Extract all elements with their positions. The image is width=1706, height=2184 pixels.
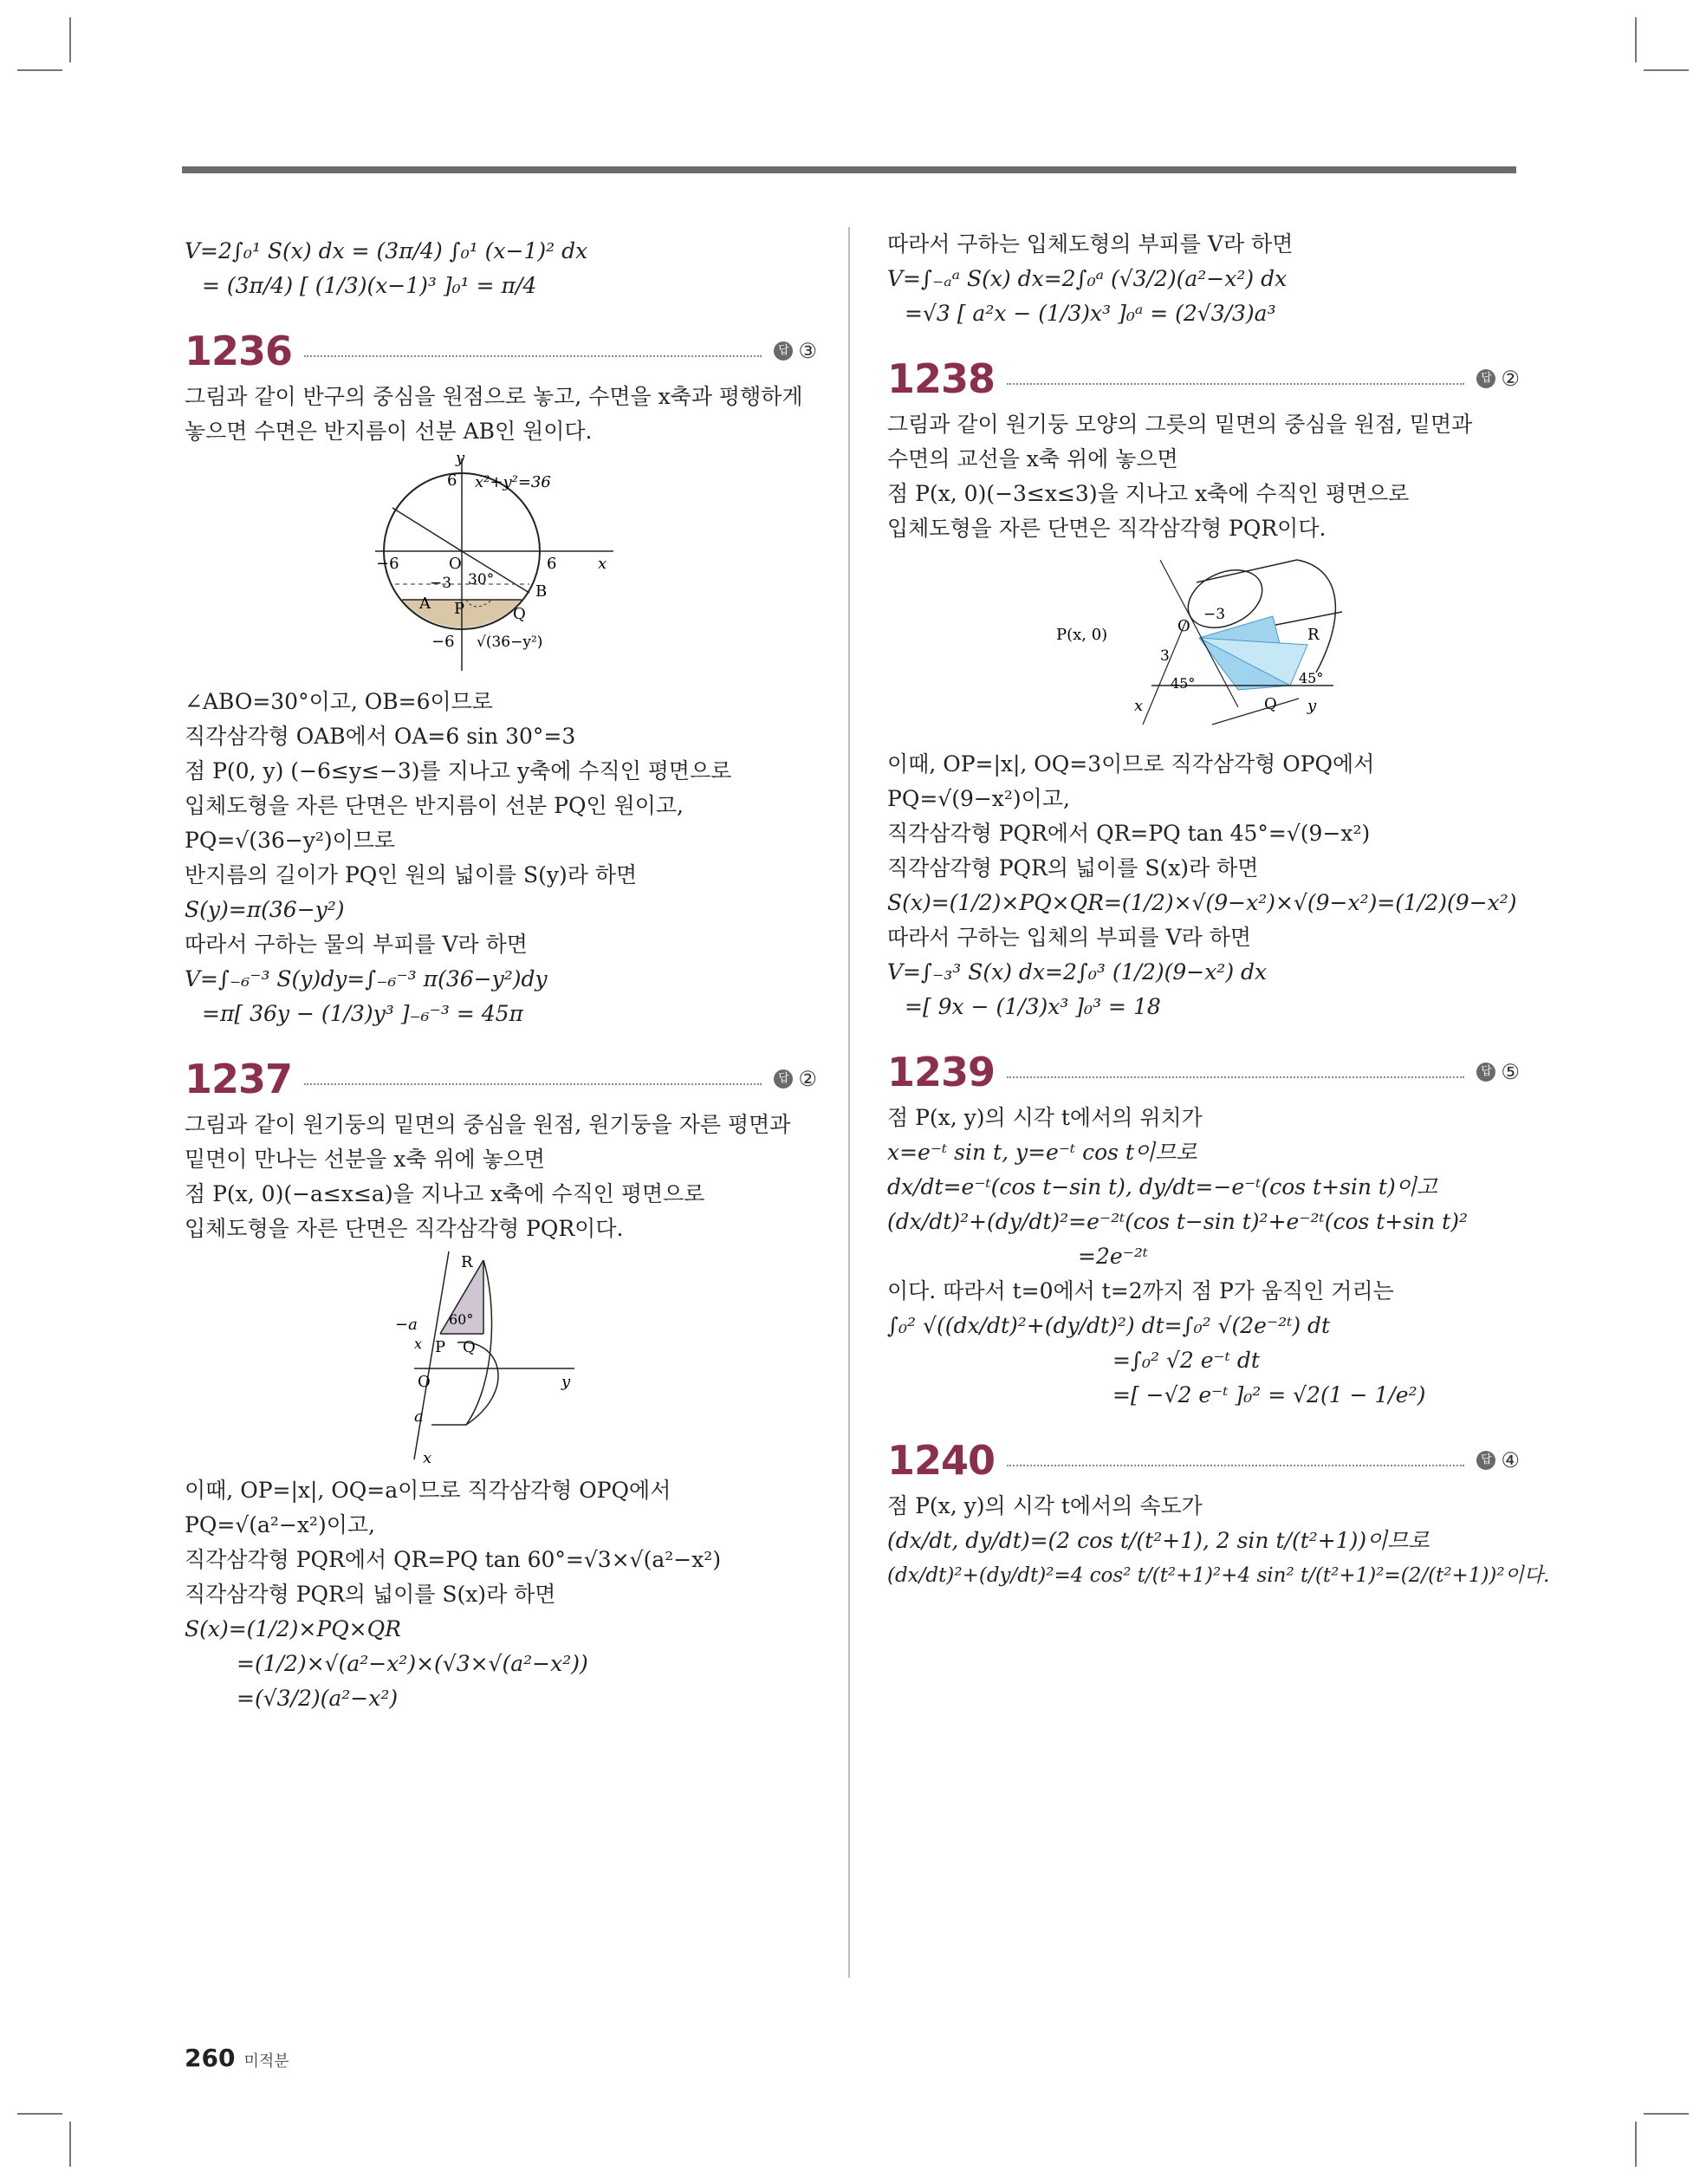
p1239-sol-5: =2e⁻²ᵗ bbox=[1078, 1244, 1149, 1269]
fig-label-six-top: 6 bbox=[447, 471, 457, 490]
fig-label-q: Q bbox=[463, 1338, 476, 1356]
answer-icon: 답 bbox=[1476, 1063, 1495, 1082]
p1236-sol-8: 따라서 구하는 물의 부피를 V라 하면 bbox=[185, 932, 528, 957]
p1240-sol-1: 점 P(x, y)의 시각 t에서의 속도가 bbox=[887, 1493, 1203, 1518]
crop-mark-br-v bbox=[1635, 2122, 1637, 2167]
p1236-text-1: 그림과 같이 반구의 중심을 원점으로 놓고, 수면을 x축과 평행하게 bbox=[185, 384, 803, 409]
p1240-sol-2: (dx/dt, dy/dt)=(2 cos t/(t²+1), 2 sin t/(t²+1))이므로 bbox=[887, 1528, 1430, 1553]
problem-1239-header bbox=[887, 1043, 1520, 1101]
p1237-text-2: 밑면이 만나는 선분을 x축 위에 놓으면 bbox=[185, 1147, 546, 1172]
p1236-sol-4: 입체도형을 자른 단면은 반지름이 선분 PQ인 원이고, bbox=[185, 793, 684, 818]
p1239-sol-4: (dx/dt)²+(dy/dt)²=e⁻²ᵗ(cos t−sin t)²+e⁻²ᵗ(cos t+sin t)² bbox=[887, 1209, 1468, 1234]
problem-number: 1236 bbox=[185, 328, 293, 374]
p1236-sol-10: =π[ 36y − (1/3)y³ ]₋₆⁻³ = 45π bbox=[202, 1001, 523, 1026]
right-intro-2: V=∫₋ₐᵃ S(x) dx=2∫₀ᵃ (√3/2)(a²−x²) dx bbox=[887, 266, 1288, 291]
crop-mark-tl-h bbox=[17, 69, 62, 71]
p1237-text-4: 입체도형을 자른 단면은 직각삼각형 PQR이다. bbox=[185, 1216, 624, 1241]
answer-value: ③ bbox=[798, 339, 817, 363]
fig-label-r: R bbox=[1307, 626, 1320, 644]
p1236-sol-1: ∠ABO=30°이고, OB=6이므로 bbox=[185, 689, 493, 714]
answer bbox=[1476, 1060, 1520, 1084]
p1236-sol-5: PQ=√(36−y²)이므로 bbox=[185, 828, 396, 853]
answer-icon: 답 bbox=[774, 1069, 793, 1089]
fig-label-neg-six-bottom: −6 bbox=[431, 633, 455, 651]
problem-1236-header bbox=[185, 322, 817, 380]
answer-value: ④ bbox=[1501, 1448, 1520, 1472]
p1239-sol-6: 이다. 따라서 t=0에서 t=2까지 점 P가 움직인 거리는 bbox=[887, 1278, 1394, 1303]
leader-dots bbox=[304, 355, 762, 357]
p1236-sol-6: 반지름의 길이가 PQ인 원의 넓이를 S(y)라 하면 bbox=[185, 862, 638, 887]
answer bbox=[1476, 367, 1520, 391]
crop-mark-tr-v bbox=[1635, 17, 1637, 62]
p1239-sol-7: ∫₀² √((dx/dt)²+(dy/dt)²) dt=∫₀² √(2e⁻²ᵗ) dt bbox=[887, 1313, 1331, 1338]
fig-label-y: y bbox=[456, 454, 465, 467]
cylinder-wedge-figure bbox=[388, 1251, 613, 1468]
answer-value: ② bbox=[798, 1067, 817, 1091]
p1238-text-2: 수면의 교선을 x축 위에 놓으면 bbox=[887, 446, 1178, 471]
fig-label-y: y bbox=[561, 1373, 571, 1391]
fig-label-x: x bbox=[1134, 697, 1144, 715]
column-divider bbox=[848, 227, 850, 1978]
fig-label-neg-three: −3 bbox=[1203, 606, 1226, 623]
fig-label-neg-six: −6 bbox=[376, 555, 399, 573]
fig-label-three: 3 bbox=[1160, 647, 1170, 665]
right-intro-3: =√3 [ a²x − (1/3)x³ ]₀ᵃ = (2√3/3)a³ bbox=[905, 301, 1276, 326]
answer-value: ⑤ bbox=[1501, 1060, 1520, 1084]
fig-label-neg-three: −3 bbox=[430, 575, 452, 592]
p1236-sol-7: S(y)=π(36−y²) bbox=[185, 897, 345, 922]
p1237-sol-7: =(√3/2)(a²−x²) bbox=[237, 1686, 399, 1711]
fig-label-x: x bbox=[598, 555, 607, 573]
p1238-sol-7: V=∫₋₃³ S(x) dx=2∫₀³ (1/2)(9−x²) dx bbox=[887, 959, 1268, 985]
fig-label-a: a bbox=[414, 1407, 424, 1426]
crop-mark-bl-v bbox=[69, 2122, 71, 2167]
p1237-text-1: 그림과 같이 원기둥의 밑면의 중심을 원점, 원기둥을 자른 평면과 bbox=[185, 1112, 791, 1137]
p1239-sol-3: dx/dt=e⁻ᵗ(cos t−sin t), dy/dt=−e⁻ᵗ(cos t+sin t)이고 bbox=[887, 1174, 1438, 1199]
cylinder-container-figure bbox=[1056, 551, 1351, 742]
leader-dots bbox=[304, 1083, 762, 1085]
answer-icon: 답 bbox=[774, 341, 793, 361]
p1239-sol-9: =[ −√2 e⁻ᵗ ]₀² = √2(1 − 1/e²) bbox=[1112, 1382, 1426, 1407]
right-column bbox=[887, 227, 1550, 1593]
p1239-sol-2: x=e⁻ᵗ sin t, y=e⁻ᵗ cos t이므로 bbox=[887, 1140, 1197, 1165]
p1237-sol-5: S(x)=(1/2)×PQ×QR bbox=[185, 1616, 401, 1641]
problem-number: 1237 bbox=[185, 1056, 293, 1102]
crop-mark-tl-v bbox=[69, 17, 71, 62]
fig-label-o: O bbox=[418, 1373, 431, 1391]
fig-label-angle: 30° bbox=[468, 571, 495, 588]
intro-line-1: V=2∫₀¹ S(x) dx = (3π/4) ∫₀¹ (x−1)² dx bbox=[185, 238, 588, 263]
p1238-sol-2: PQ=√(9−x²)이고, bbox=[887, 786, 1070, 811]
problem-1238-header bbox=[887, 350, 1520, 407]
crop-mark-br-h bbox=[1644, 2113, 1689, 2115]
p1238-sol-4: 직각삼각형 PQR의 넓이를 S(x)라 하면 bbox=[887, 855, 1259, 881]
leader-dots bbox=[1007, 1465, 1464, 1466]
answer-value: ② bbox=[1501, 367, 1520, 391]
fig-label-six-right: 6 bbox=[547, 555, 557, 573]
p1238-sol-3: 직각삼각형 PQR에서 QR=PQ tan 45°=√(9−x²) bbox=[887, 821, 1371, 846]
fig-label-p: P(x, 0) bbox=[1056, 626, 1108, 644]
fig-label-r: R bbox=[461, 1253, 473, 1271]
answer-icon: 답 bbox=[1476, 369, 1495, 388]
fig-label-angle-right: 45° bbox=[1299, 670, 1324, 686]
fig-label-angle: 60° bbox=[449, 1311, 474, 1328]
problem-1237-header bbox=[185, 1050, 817, 1108]
header-rule bbox=[182, 166, 1516, 173]
p1238-sol-1: 이때, OP=|x|, OQ=3이므로 직각삼각형 OPQ에서 bbox=[887, 751, 1375, 777]
crop-mark-bl-h bbox=[17, 2113, 62, 2115]
p1237-sol-1: 이때, OP=|x|, OQ=a이므로 직각삼각형 OPQ에서 bbox=[185, 1478, 671, 1503]
p1236-text-2: 놓으면 수면은 반지름이 선분 AB인 원이다. bbox=[185, 419, 593, 444]
p1238-sol-8: =[ 9x − (1/3)x³ ]₀³ = 18 bbox=[905, 994, 1161, 1019]
fig-label-angle-left: 45° bbox=[1171, 675, 1196, 692]
left-column bbox=[185, 234, 817, 1716]
fig-label-q: Q bbox=[1264, 695, 1277, 713]
p1237-sol-4: 직각삼각형 PQR의 넓이를 S(x)라 하면 bbox=[185, 1582, 556, 1607]
p1238-text-4: 입체도형을 자른 단면은 직각삼각형 PQR이다. bbox=[887, 516, 1327, 541]
fig-label-root: √(36−y²) bbox=[477, 634, 543, 651]
crop-mark-tr-h bbox=[1644, 69, 1689, 71]
fig-label-x: x bbox=[423, 1449, 432, 1467]
fig-label-x-small: x bbox=[414, 1336, 423, 1352]
problem-number: 1238 bbox=[887, 355, 996, 402]
intro-line-2: = (3π/4) [ (1/3)(x−1)³ ]₀¹ = π/4 bbox=[202, 273, 537, 298]
answer-icon: 답 bbox=[1476, 1451, 1495, 1470]
p1238-sol-5: S(x)=(1/2)×PQ×QR=(1/2)×√(9−x²)×√(9−x²)=(1/2)(9−x²) bbox=[887, 890, 1517, 915]
answer bbox=[774, 1067, 817, 1091]
fig-label-q: Q bbox=[513, 605, 526, 623]
p1240-sol-3: (dx/dt)²+(dy/dt)²=4 cos² t/(t²+1)²+4 sin² t/(t²+1)²=(2/(t²+1))²이다. bbox=[887, 1564, 1550, 1587]
answer bbox=[1476, 1448, 1520, 1472]
p1239-sol-1: 점 P(x, y)의 시각 t에서의 위치가 bbox=[887, 1105, 1203, 1130]
p1236-sol-9: V=∫₋₆⁻³ S(y)dy=∫₋₆⁻³ π(36−y²)dy bbox=[185, 966, 548, 991]
p1237-text-3: 점 P(x, 0)(−a≤x≤a)을 지나고 x축에 수직인 평면으로 bbox=[185, 1181, 705, 1206]
problem-1240-header bbox=[887, 1432, 1520, 1489]
problem-number: 1239 bbox=[887, 1049, 996, 1095]
p1237-sol-3: 직각삼각형 PQR에서 QR=PQ tan 60°=√3×√(a²−x²) bbox=[185, 1547, 722, 1572]
hemisphere-figure bbox=[371, 454, 631, 679]
answer bbox=[774, 339, 817, 363]
leader-dots bbox=[1007, 1076, 1464, 1078]
fig-label-y: y bbox=[1307, 697, 1317, 715]
leader-dots bbox=[1007, 383, 1464, 385]
p1237-sol-2: PQ=√(a²−x²)이고, bbox=[185, 1512, 375, 1537]
section-name: 미적분 bbox=[243, 2052, 289, 2070]
p1239-sol-8: =∫₀² √2 e⁻ᵗ dt bbox=[1112, 1348, 1260, 1373]
fig-label-eq: x²+y²=36 bbox=[475, 473, 551, 491]
right-intro-1: 따라서 구하는 입체도형의 부피를 V라 하면 bbox=[887, 231, 1294, 257]
fig-label-p: P bbox=[435, 1338, 446, 1356]
p1236-sol-3: 점 P(0, y) (−6≤y≤−3)를 지나고 y축에 수직인 평면으로 bbox=[185, 758, 732, 783]
fig-label-neg-a: −a bbox=[395, 1316, 418, 1334]
page-footer bbox=[185, 2044, 289, 2072]
p1238-sol-6: 따라서 구하는 입체의 부피를 V라 하면 bbox=[887, 925, 1252, 950]
fig-label-a: A bbox=[419, 595, 431, 613]
p1238-text-1: 그림과 같이 원기둥 모양의 그릇의 밑면의 중심을 원점, 밑면과 bbox=[887, 412, 1473, 437]
fig-label-o: O bbox=[449, 555, 462, 573]
p1237-sol-6: =(1/2)×√(a²−x²)×(√3×√(a²−x²)) bbox=[237, 1651, 588, 1676]
problem-number: 1240 bbox=[887, 1437, 996, 1484]
fig-label-o: O bbox=[1177, 617, 1190, 635]
page-number: 260 bbox=[185, 2044, 236, 2072]
fig-label-p: P bbox=[454, 600, 465, 618]
p1236-sol-2: 직각삼각형 OAB에서 OA=6 sin 30°=3 bbox=[185, 724, 576, 749]
fig-label-b: B bbox=[535, 582, 548, 601]
p1238-text-3: 점 P(x, 0)(−3≤x≤3)을 지나고 x축에 수직인 평면으로 bbox=[887, 481, 1410, 506]
